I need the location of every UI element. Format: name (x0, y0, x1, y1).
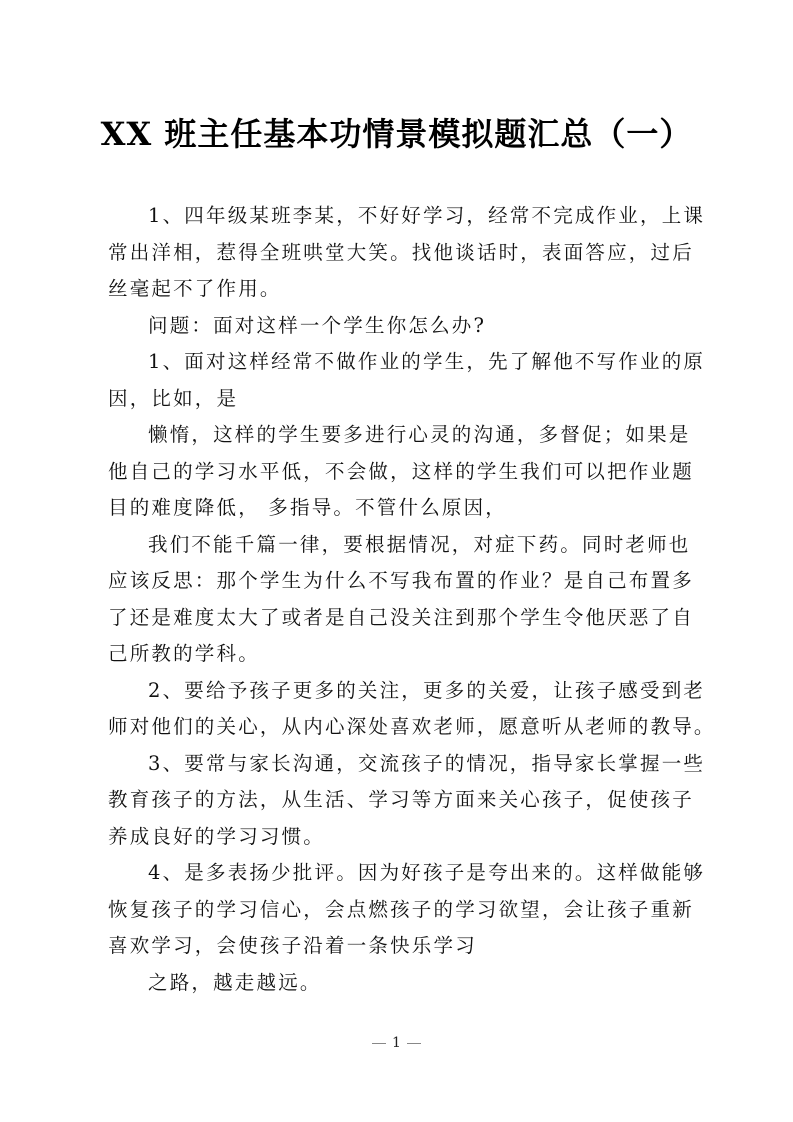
text-line: 2、要给予孩子更多的关注，更多的关爱，让孩子感受到老 (148, 678, 706, 702)
text-line: 之路，越走越远。 (148, 970, 322, 994)
text-line: 懒惰，这样的学生要多进行心灵的沟通，多督促；如果是 (148, 423, 691, 446)
text-line: 教育孩子的方法，从生活、学习等方面来关心孩子，促使孩子 (108, 788, 694, 811)
document-title: XX 班主任基本功情景模拟题汇总（一） (100, 115, 693, 153)
text-line: 恢复孩子的学习信心，会点燃孩子的学习欲望，会让孩子重新 (108, 897, 694, 921)
page-number-footer (0, 1035, 793, 1051)
page-number: 1 (392, 1035, 401, 1051)
text-line: 喜欢学习，会使孩子沿着一条快乐学习 (108, 934, 477, 957)
text-line: 他自己的学习水平低，不会做，这样的学生我们可以把作业题 (108, 459, 694, 483)
text-line: 丝毫起不了作用。 (108, 277, 282, 300)
text-line: 了还是难度太大了或者是自己没关注到那个学生令他厌恶了自 (108, 605, 694, 629)
text-line: 4、是多表扬少批评。因为好孩子是夸出来的。这样做能够 (148, 861, 706, 884)
text-line: 1、面对这样经常不做作业的学生，先了解他不写作业的原 (148, 350, 706, 373)
text-line: 应该反思：那个学生为什么不写我布置的作业？是自己布置多 (108, 569, 694, 592)
document-body (108, 198, 716, 1001)
text-line: 养成良好的学习习惯。 (108, 824, 326, 848)
text-line: 我们不能千篇一律，要根据情况，对症下药。同时老师也 (148, 532, 691, 556)
text-line: 目的难度降低， 多指导。不管什么原因， (108, 496, 507, 519)
text-line: 己所教的学科。 (108, 642, 260, 665)
dash-right (407, 1043, 421, 1044)
dash-left (372, 1043, 386, 1044)
text-line: 常出洋相，惹得全班哄堂大笑。找他谈话时，表面答应，过后 (108, 240, 694, 264)
text-line: 3、要常与家长沟通，交流孩子的情况，指导家长掌握一些 (148, 751, 706, 775)
text-line: 问题：面对这样一个学生你怎么办? (148, 313, 487, 337)
text-line: 师对他们的关心，从内心深处喜欢老师，愿意听从老师的教导。 (108, 715, 716, 738)
text-line: 1、四年级某班李某，不好好学习，经常不完成作业，上课 (148, 204, 706, 227)
text-line: 因，比如，是 (108, 386, 239, 410)
